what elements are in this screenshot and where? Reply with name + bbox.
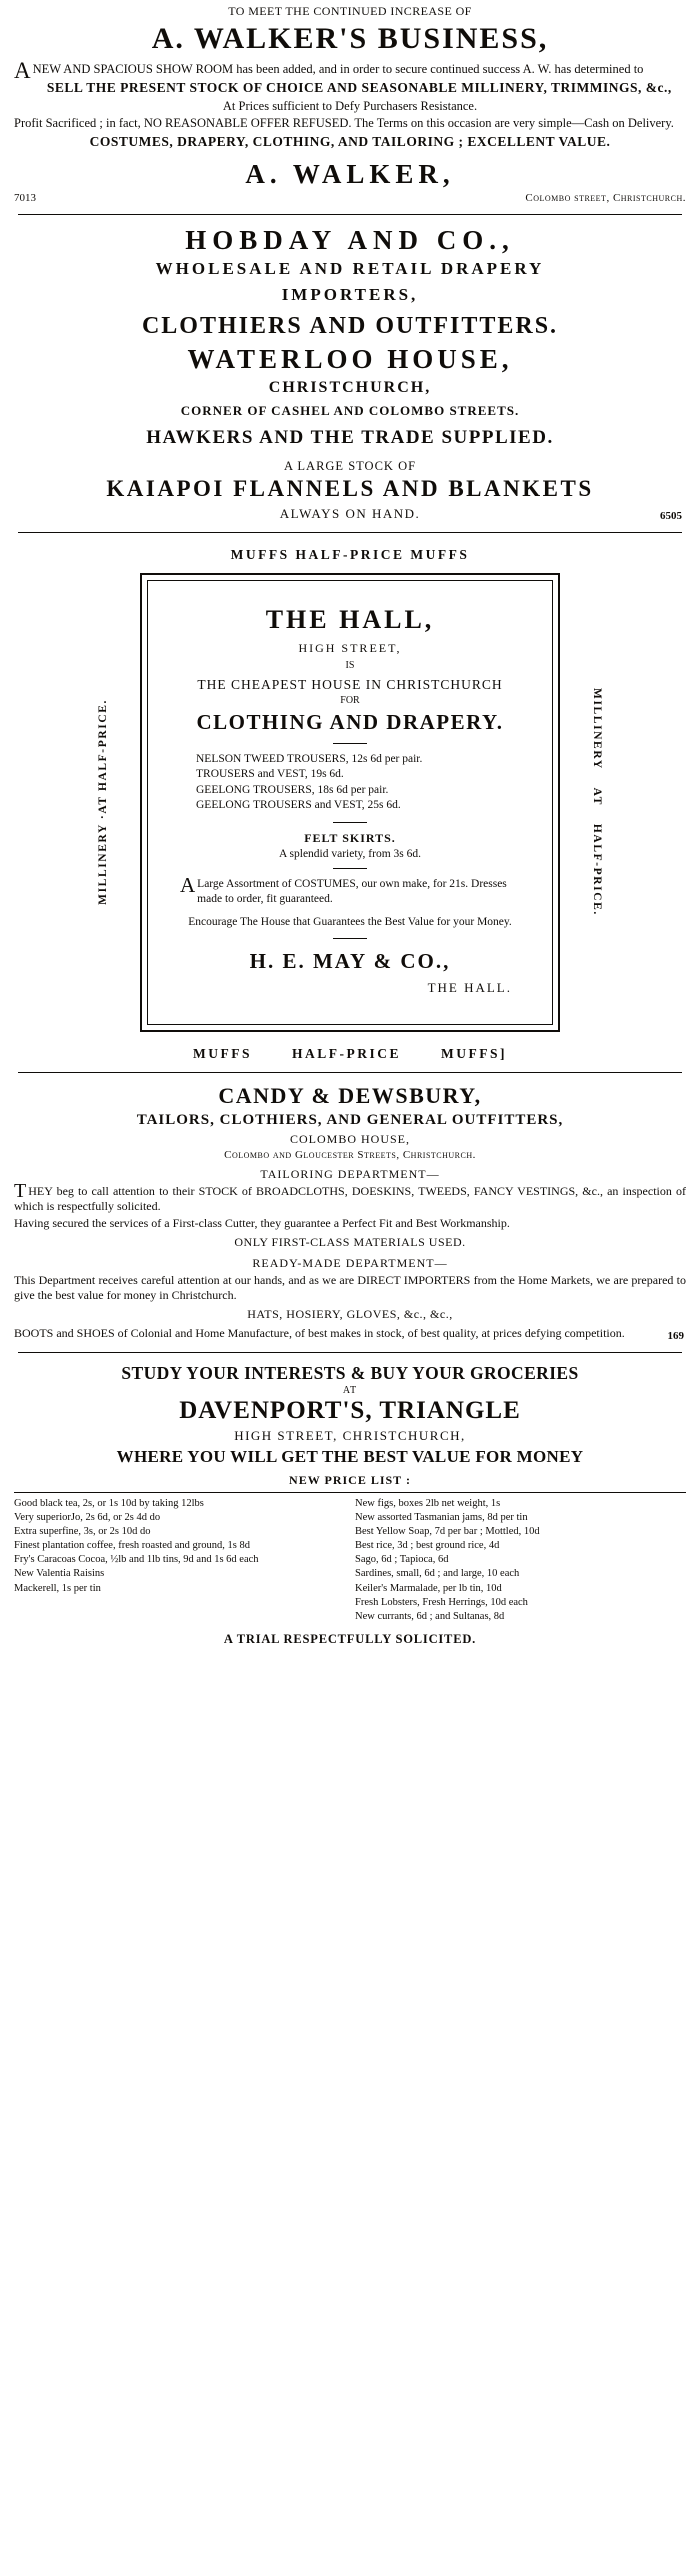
section-divider bbox=[18, 1072, 682, 1073]
hall-name-footer: THE HALL. bbox=[427, 979, 512, 995]
hall-clothing-drapery: CLOTHING AND DRAPERY. bbox=[196, 709, 504, 734]
hall-muffs-bottom bbox=[14, 1046, 686, 1062]
walker-signature: A. WALKER, bbox=[245, 158, 455, 189]
hall-side-right-line1: MILLINERY bbox=[591, 688, 603, 770]
hall-dropcap: A bbox=[180, 872, 196, 897]
price-item: Sardines, small, 6d ; and large, 10 each bbox=[355, 1568, 520, 1580]
walker-line-5: COSTUMES, DRAPERY, CLOTHING, AND TAILORING ; EXCELLENT VALUE. bbox=[89, 133, 611, 149]
price-item: Mackerell, 1s per tin bbox=[14, 1582, 101, 1594]
hobday-large-stock: A LARGE STOCK OF bbox=[283, 458, 417, 473]
davenport-value-line: WHERE YOU WILL GET THE BEST VALUE FOR MONEY bbox=[116, 1446, 584, 1466]
davenport-price-column-2 bbox=[355, 1497, 686, 1625]
price-item: Best Yellow Soap, 7d per bar ; Mottled, 10d bbox=[355, 1525, 540, 1537]
advertisement-candy-dewsbury bbox=[0, 1083, 700, 1342]
candy-paragraph-2: Having secured the services of a First-class Cutter, they guarantee a Perfect Fit and Best Workmanship. bbox=[14, 1215, 510, 1230]
davenport-divider bbox=[14, 1492, 686, 1493]
hall-for: FOR bbox=[340, 694, 360, 706]
candy-title: CANDY & DEWSBURY, bbox=[218, 1082, 482, 1108]
hall-costumes-paragraph bbox=[180, 872, 520, 907]
hall-side-text-left: MILLINERY ·AT HALF-PRICE. bbox=[97, 699, 109, 905]
davenport-headline: STUDY YOUR INTERESTS & BUY YOUR GROCERIES bbox=[121, 1362, 579, 1383]
davenport-store-name: DAVENPORT'S, TRIANGLE bbox=[179, 1396, 521, 1424]
candy-materials-note: ONLY FIRST-CLASS MATERIALS USED. bbox=[234, 1234, 466, 1249]
price-item: New figs, boxes 2lb net weight, 1s bbox=[355, 1497, 501, 1509]
davenport-trial-note: A TRIAL RESPECTFULLY SOLICITED. bbox=[223, 1632, 477, 1647]
davenport-at: AT bbox=[342, 1384, 358, 1396]
hall-muffs-bottom-2: HALF-PRICE bbox=[292, 1045, 401, 1061]
candy-paragraph-1 bbox=[14, 1179, 686, 1214]
hall-divider-4 bbox=[333, 938, 367, 939]
hall-price-item: TROUSERS and VEST, 19s 6d. bbox=[196, 768, 344, 781]
advertisement-hobday bbox=[0, 225, 700, 522]
walker-address: Colombo street, Christchurch. bbox=[525, 191, 686, 204]
advertisement-davenports bbox=[0, 1363, 700, 1648]
price-item: Extra superfine, 3s, or 2s 10d do bbox=[14, 1525, 151, 1537]
hall-is: IS bbox=[345, 659, 355, 671]
newspaper-classified-page bbox=[0, 4, 700, 2574]
hall-cheapest-house: THE CHEAPEST HOUSE IN CHRISTCHURCH bbox=[197, 676, 503, 692]
hobday-importers: IMPORTERS, bbox=[281, 284, 419, 304]
price-item: Finest plantation coffee, fresh roasted and ground, 1s 8d bbox=[14, 1540, 250, 1552]
price-item: Fry's Caracoas Cocoa, ½lb and 1lb tins, 9d and 1s 6d each bbox=[14, 1554, 259, 1566]
hobday-title: HOBDAY AND CO., bbox=[185, 224, 515, 255]
hall-muffs-bottom-1: MUFFS bbox=[193, 1045, 252, 1061]
price-item: Very superiorJo, 2s 6d, or 2s 4d do bbox=[14, 1511, 161, 1523]
hall-title: THE HALL, bbox=[265, 604, 435, 634]
hall-divider-2 bbox=[333, 822, 367, 823]
advertisement-the-hall bbox=[0, 547, 700, 1062]
hall-muffs-top: MUFFS HALF-PRICE MUFFS bbox=[230, 546, 470, 562]
section-divider bbox=[18, 532, 682, 533]
hall-side-right-line3: HALF-PRICE. bbox=[591, 823, 603, 917]
davenport-price-columns bbox=[14, 1497, 686, 1625]
hobday-clothiers: CLOTHIERS AND OUTFITTERS. bbox=[141, 312, 559, 339]
hall-encourage: Encourage The House that Guarantees the Best Value for your Money. bbox=[188, 915, 512, 928]
candy-dropcap: T bbox=[14, 1179, 27, 1202]
hall-divider-3 bbox=[333, 868, 367, 869]
price-item: Fresh Lobsters, Fresh Herrings, 10d each bbox=[355, 1596, 528, 1608]
davenport-price-list-heading: NEW PRICE LIST : bbox=[289, 1472, 411, 1487]
price-item: New currants, 6d ; and Sultanas, 8d bbox=[355, 1610, 505, 1622]
hobday-city: CHRISTCHURCH, bbox=[268, 378, 432, 396]
candy-paragraph-3: This Department receives careful attention at our hands, and as we are DIRECT IMPORTERS from the Home Markets, we are prepared to give the best value for money in Christchurch. bbox=[14, 1272, 686, 1302]
price-item: Keiler's Marmalade, per lb tin, 10d bbox=[355, 1582, 502, 1594]
hall-firm-name: H. E. MAY & CO., bbox=[249, 948, 451, 973]
candy-hats-hosiery: HATS, HOSIERY, GLOVES, &c., &c., bbox=[247, 1306, 453, 1321]
price-item: New assorted Tasmanian jams, 8d per tin bbox=[355, 1511, 528, 1523]
hobday-corner: CORNER OF CASHEL AND COLOMBO STREETS. bbox=[180, 402, 520, 418]
candy-paragraph-4: BOOTS and SHOES of Colonial and Home Manufacture, of best makes in stock, of best quality, at prices defying competition. bbox=[14, 1325, 625, 1340]
hall-price-item: NELSON TWEED TROUSERS, 12s 6d per pair. bbox=[196, 752, 423, 765]
section-divider bbox=[18, 214, 682, 215]
walker-title: A. WALKER'S BUSINESS, bbox=[151, 22, 549, 55]
walker-preheading: TO MEET THE CONTINUED INCREASE OF bbox=[228, 4, 472, 18]
advertisement-walker bbox=[0, 4, 700, 204]
walker-line-3: At Prices sufficient to Defy Purchasers Resistance. bbox=[222, 98, 478, 113]
hall-side-right-line2: AT bbox=[591, 787, 603, 807]
walker-dropcap: A bbox=[14, 58, 31, 83]
hall-street: HIGH STREET, bbox=[298, 640, 402, 655]
hobday-ref-number: 6505 bbox=[660, 509, 682, 522]
candy-subtitle: TAILORS, CLOTHIERS, AND GENERAL OUTFITTERS, bbox=[136, 1111, 564, 1128]
hall-price-item: GEELONG TROUSERS and VEST, 25s 6d. bbox=[196, 799, 401, 812]
hall-felt-skirts-desc: A splendid variety, from 3s 6d. bbox=[278, 847, 422, 860]
price-item: Sago, 6d ; Tapioca, 6d bbox=[355, 1554, 449, 1566]
walker-line-2: SELL THE PRESENT STOCK OF CHOICE AND SEASONABLE MILLINERY, TRIMMINGS, &c., bbox=[46, 79, 672, 95]
davenport-address: HIGH STREET, CHRISTCHURCH, bbox=[234, 1427, 466, 1443]
price-item: Best rice, 3d ; best ground rice, 4d bbox=[355, 1540, 500, 1552]
candy-ref-number: 169 bbox=[667, 1329, 684, 1342]
candy-dept-tailoring: TAILORING DEPARTMENT— bbox=[260, 1166, 440, 1181]
hobday-kaiapoi: KAIAPOI FLANNELS AND BLANKETS bbox=[106, 475, 594, 501]
hall-ad-box bbox=[140, 573, 560, 1032]
hobday-always-on-hand: ALWAYS ON HAND. bbox=[279, 505, 421, 521]
hall-price-list bbox=[196, 752, 538, 814]
section-divider bbox=[18, 1352, 682, 1353]
price-item: New Valentia Raisins bbox=[14, 1568, 105, 1580]
walker-paragraph-1-text: NEW AND SPACIOUS SHOW ROOM has been added, and in order to secure continued success A. W. has determined to bbox=[32, 62, 644, 76]
hall-price-item: GEELONG TROUSERS, 18s 6d per pair. bbox=[196, 783, 389, 796]
hall-felt-skirts: FELT SKIRTS. bbox=[304, 830, 396, 845]
candy-paragraph-1-text: HEY beg to call attention to their STOCK of BROADCLOTHS, DOESKINS, TWEEDS, FANCY VESTINGS, &c., an inspection of which is respectfully solicited. bbox=[14, 1183, 686, 1213]
hobday-subtitle: WHOLESALE AND RETAIL DRAPERY bbox=[155, 258, 545, 278]
hall-side-text-right bbox=[584, 573, 610, 1032]
walker-paragraph-1 bbox=[14, 58, 686, 83]
davenport-price-column-1 bbox=[14, 1497, 345, 1625]
candy-house: COLOMBO HOUSE, bbox=[289, 1131, 410, 1146]
hobday-hawkers: HAWKERS AND THE TRADE SUPPLIED. bbox=[146, 426, 554, 448]
walker-ref-number: 7013 bbox=[14, 191, 36, 204]
hall-divider-1 bbox=[333, 743, 367, 744]
hall-muffs-bottom-3: MUFFS] bbox=[441, 1045, 507, 1061]
candy-address: Colombo and Gloucester Streets, Christchurch. bbox=[224, 1148, 476, 1161]
walker-line-4: Profit Sacrificed ; in fact, NO REASONABLE OFFER REFUSED. The Terms on this occasion are very simple—Cash on Delivery. bbox=[14, 116, 674, 131]
hall-costumes-text: Large Assortment of COSTUMES, our own make, for 21s. Dresses made to order, fit guaranteed. bbox=[197, 877, 507, 905]
candy-dept-readymade: READY-MADE DEPARTMENT— bbox=[252, 1255, 448, 1270]
price-item: Good black tea, 2s, or 1s 10d by taking 12lbs bbox=[14, 1497, 204, 1509]
hobday-waterloo-house: WATERLOO HOUSE, bbox=[187, 343, 513, 374]
